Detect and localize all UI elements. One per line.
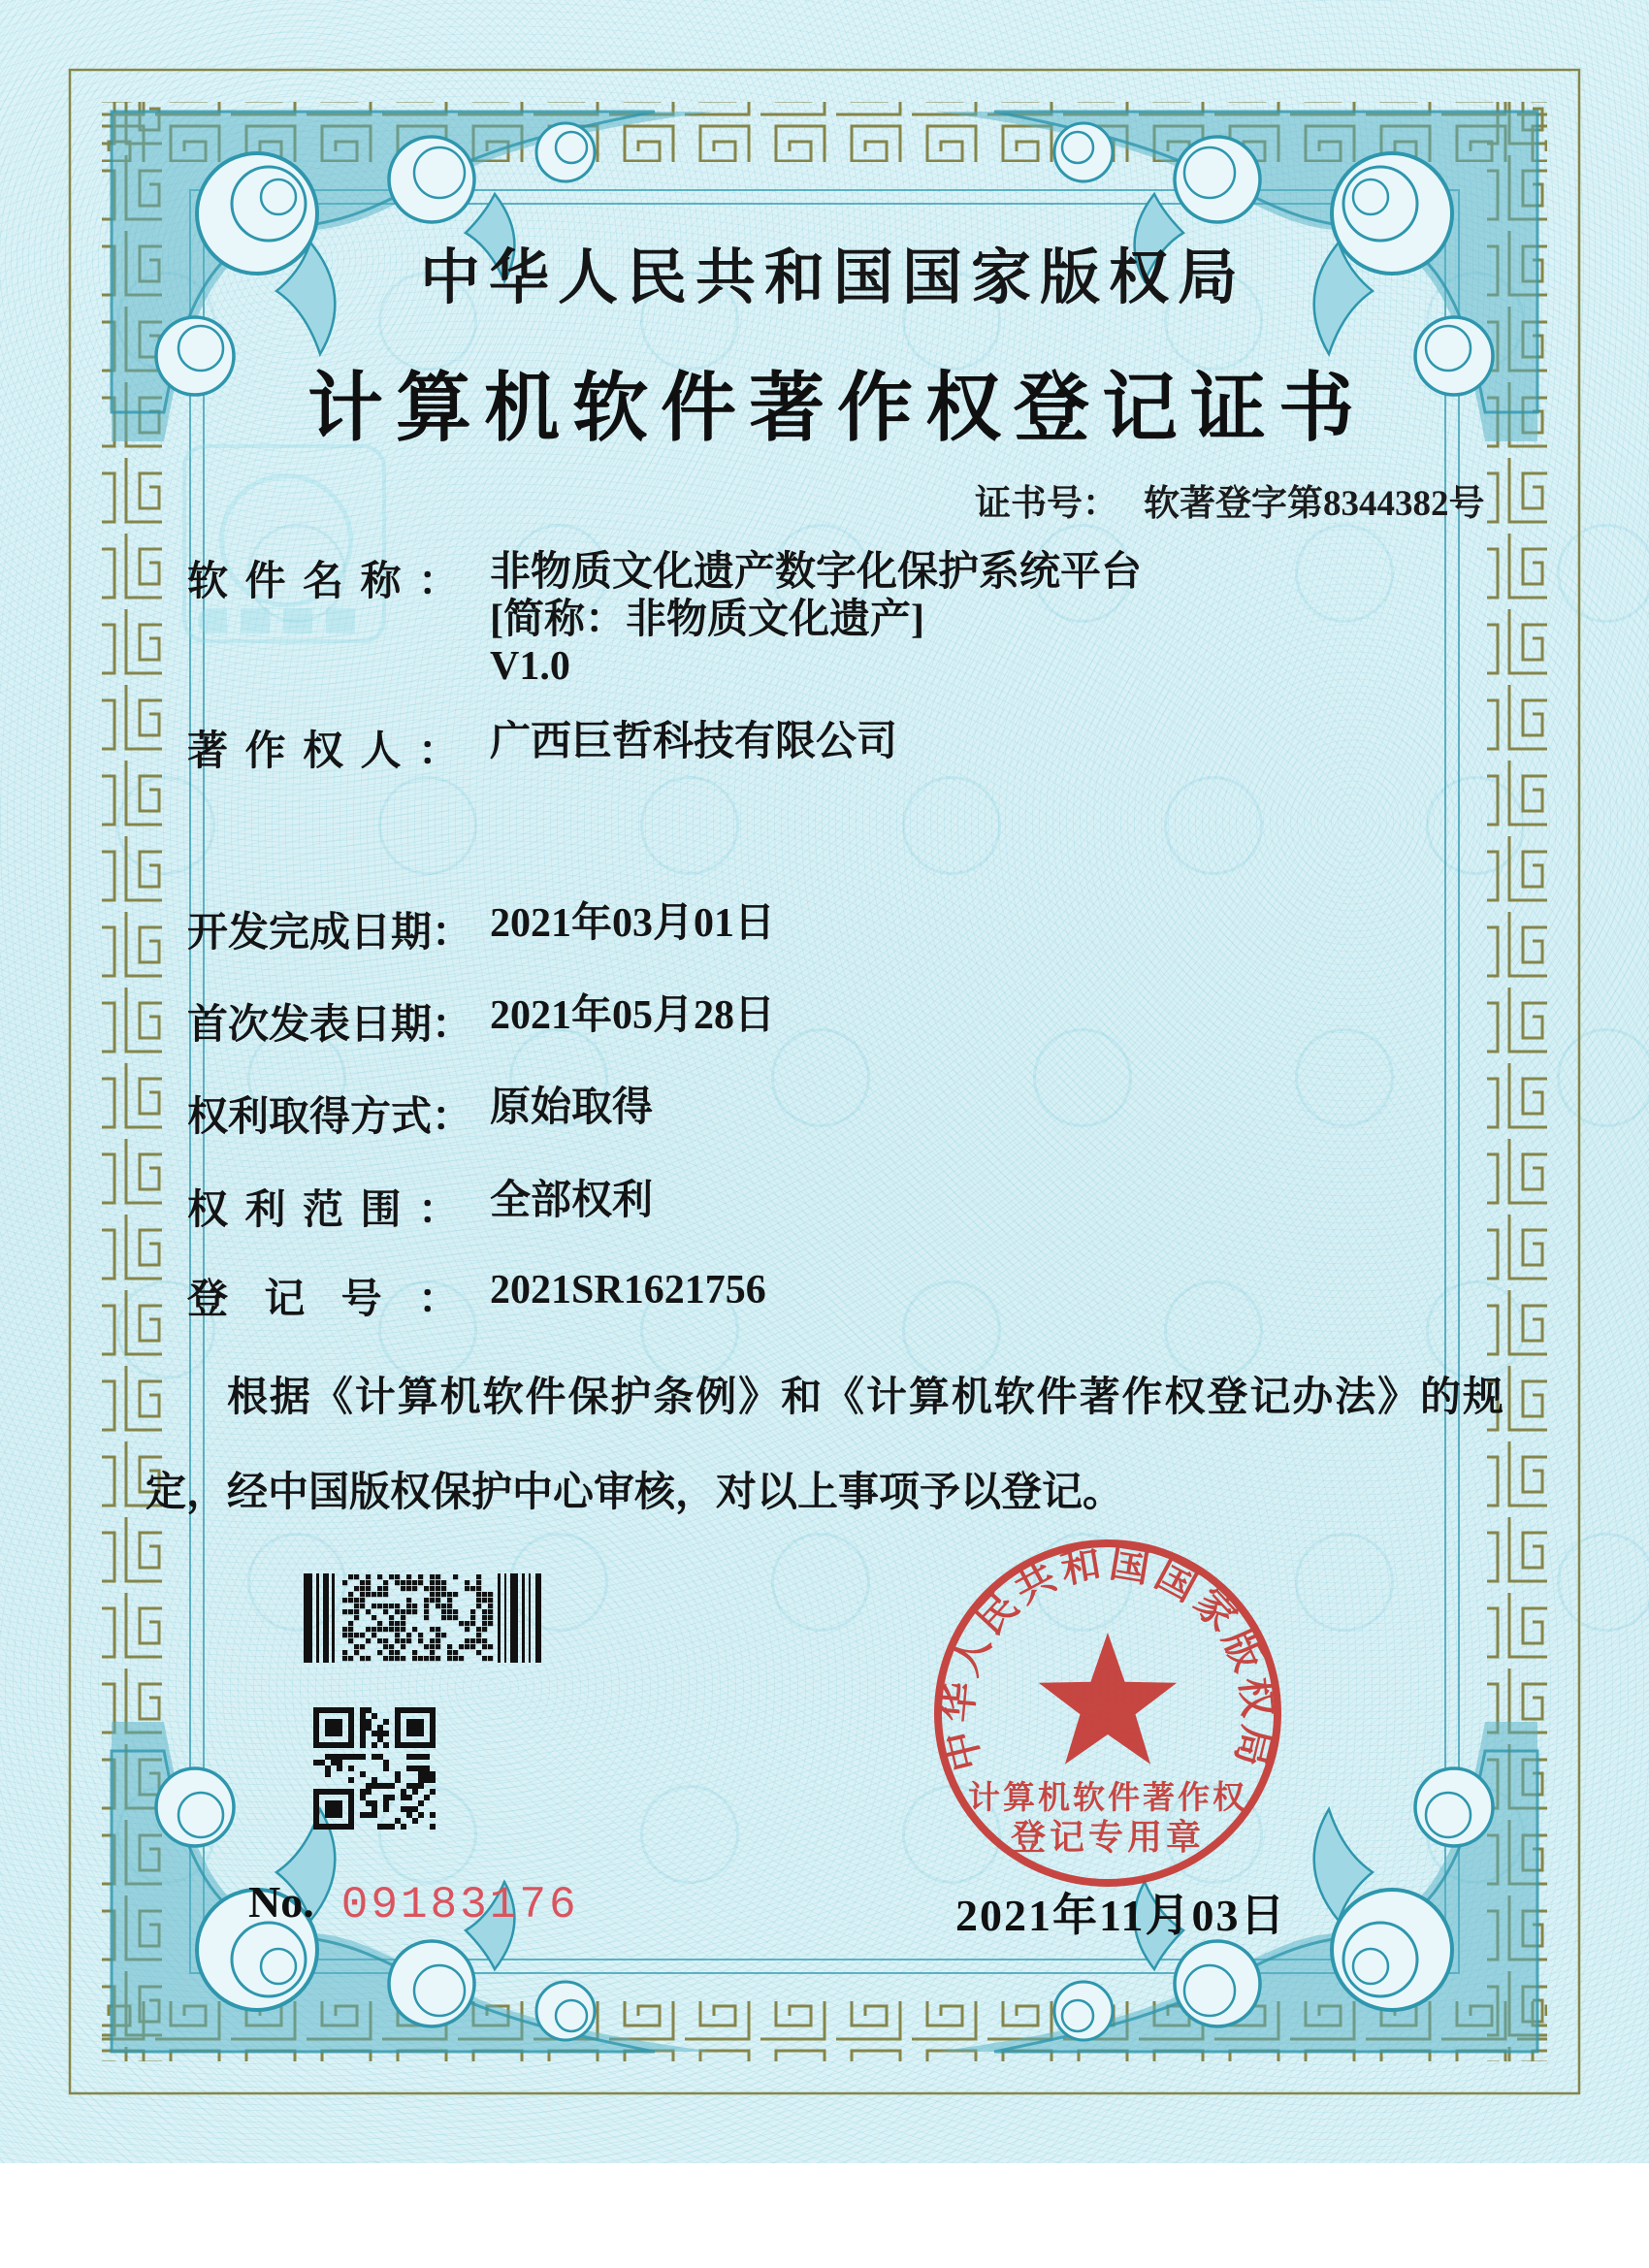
field-rights-acquisition	[187, 1085, 653, 1143]
official-seal	[914, 1519, 1302, 1907]
rights-scope-value: 全部权利	[490, 1179, 654, 1223]
field-first-publish-date	[187, 992, 775, 1051]
barcode-image	[304, 1573, 541, 1663]
certificate-number-value: 软著登字第8344382号	[1144, 484, 1485, 524]
certificate-number-label: 证书号：	[975, 484, 1118, 524]
registration-statement: 根据《计算机软件保护条例》和《计算机软件著作权登记办法》的规定，经中国版权保护中心审核，对以上事项予以登记。	[146, 1376, 1504, 1515]
issue-date: 2021年11月03日	[955, 1891, 1287, 1940]
field-software-name	[187, 549, 1142, 691]
seal-ring-text: 中华人民共和国国家版权局	[934, 1539, 1281, 1776]
rights-acquisition-value: 原始取得	[490, 1085, 654, 1130]
field-copyright-owner	[187, 719, 897, 777]
field-rights-scope	[187, 1178, 653, 1236]
qr-code-image	[313, 1707, 437, 1831]
software-short-name: [简称：非物质文化遗产]	[490, 597, 924, 642]
seal-text-line2: 登记专用章	[1010, 1818, 1206, 1857]
serial-number-label: No.	[248, 1877, 314, 1927]
star-icon	[1039, 1633, 1178, 1765]
registration-no-value: 2021SR1621756	[490, 1268, 766, 1312]
serial-number-value: 09183176	[340, 1880, 579, 1930]
software-name-value: 非物质文化遗产数字化保护系统平台	[490, 550, 1143, 595]
issuing-authority-title: 中华人民共和国国家版权局	[419, 245, 1246, 311]
copyright-owner-value: 广西巨哲科技有限公司	[490, 720, 898, 764]
copyright-owner-label: 著作权人：	[187, 729, 459, 774]
rights-scope-label: 权利范围：	[187, 1188, 459, 1233]
field-dev-complete-date	[187, 900, 775, 958]
software-version: V1.0	[490, 644, 570, 690]
serial-number-line	[248, 1876, 579, 1930]
first-publish-date-value: 2021年05月28日	[490, 993, 776, 1038]
seal-text-line1: 计算机软件著作权	[968, 1781, 1247, 1816]
rights-acquisition-label: 权利取得方式：	[187, 1095, 473, 1140]
first-publish-date-label: 首次发表日期：	[187, 1003, 473, 1048]
certificate-title: 计算机软件著作权登记证书	[307, 366, 1367, 450]
certificate-number-line	[975, 473, 1485, 526]
software-name-label: 软件名称：	[187, 560, 459, 604]
dev-complete-date-label: 开发完成日期：	[187, 911, 473, 956]
registration-no-label: 登记号：	[187, 1278, 459, 1322]
field-registration-no	[187, 1267, 766, 1325]
dev-complete-date-value: 2021年03月01日	[490, 901, 776, 946]
